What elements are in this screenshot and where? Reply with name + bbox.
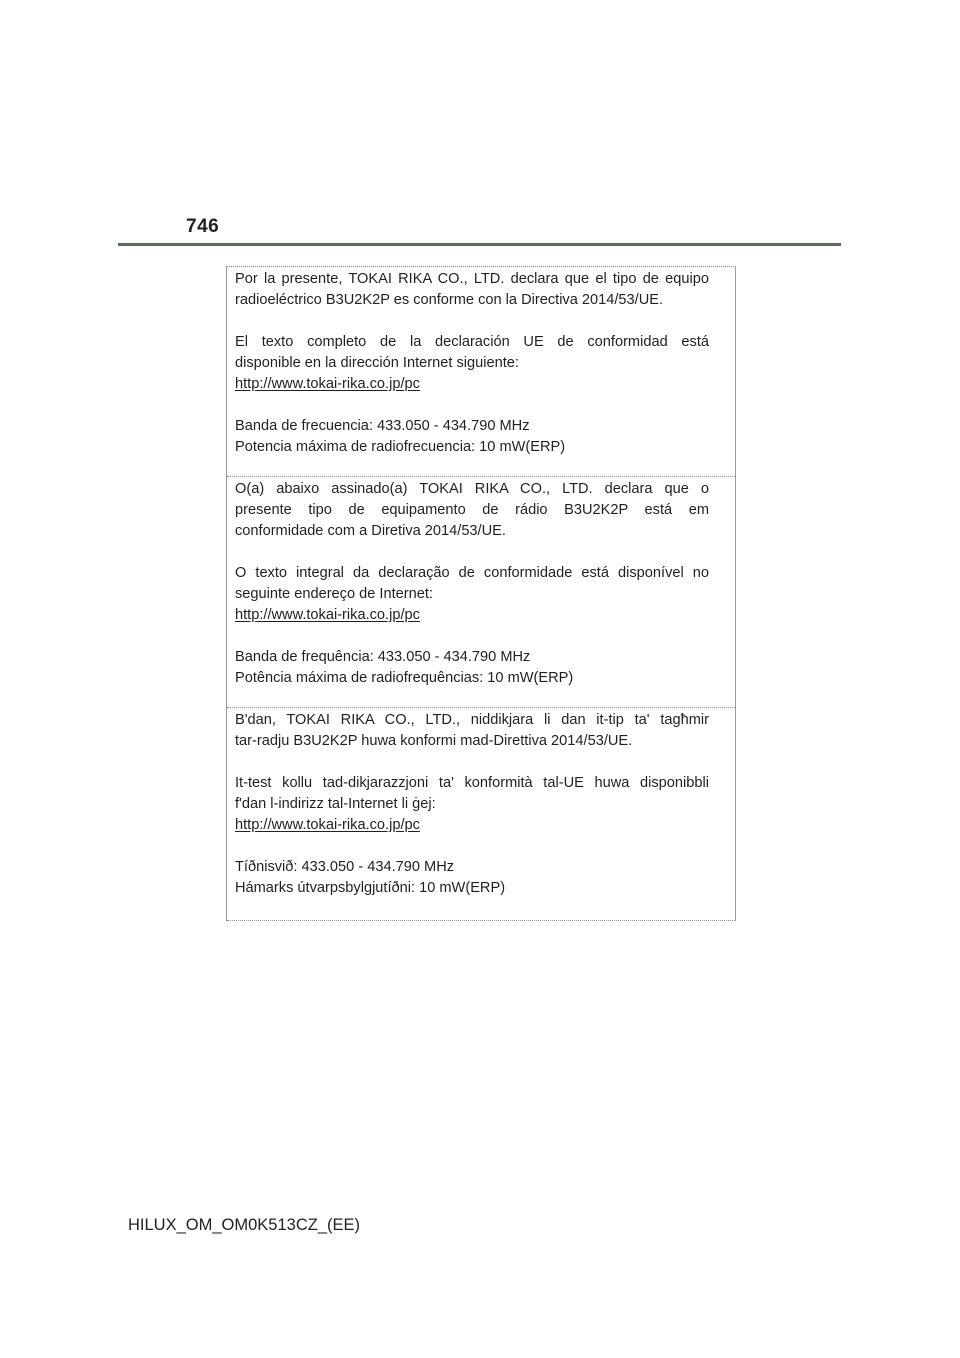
fulltext-line: O texto integral da declaração de conformidade está disponível no xyxy=(235,565,709,581)
page-number: 746 xyxy=(186,216,220,237)
declaration-block-es xyxy=(227,267,735,477)
fulltext-line: seguinte endereço de Internet: xyxy=(235,586,433,602)
declaration-block-mt-is xyxy=(227,708,735,921)
spec-paragraph xyxy=(235,857,709,899)
manual-code-footer: HILUX_OM_OM0K513CZ_(EE) xyxy=(128,1216,360,1234)
frequency-band-text: Banda de frequência: 433.050 - 434.790 MHz xyxy=(235,649,531,665)
statement-line: tar-radju B3U2K2P huwa konformi mad-Direttiva 2014/53/UE. xyxy=(235,733,633,749)
spec-paragraph xyxy=(235,416,709,458)
fulltext-line: El texto completo de la declaración UE de conformidad está xyxy=(235,334,709,350)
header-rule xyxy=(118,243,841,246)
max-power-text: Potencia máxima de radiofrecuencia: 10 mW(ERP) xyxy=(235,439,566,455)
fulltext-paragraph xyxy=(235,773,709,836)
declaration-block-pt xyxy=(227,477,735,708)
statement-line: presente tipo de equipamento de rádio B3U2K2P está em xyxy=(235,502,709,518)
declaration-url-link[interactable]: http://www.tokai-rika.co.jp/pc xyxy=(235,607,420,623)
declaration-url-link[interactable]: http://www.tokai-rika.co.jp/pc xyxy=(235,817,420,833)
statement-paragraph xyxy=(235,269,709,311)
frequency-band-text: Tíðnisvið: 433.050 - 434.790 MHz xyxy=(235,859,455,875)
fulltext-line: It-test kollu tad-dikjarazzjoni ta' konformità tal-UE huwa disponibbli xyxy=(235,775,709,791)
declaration-url-link[interactable]: http://www.tokai-rika.co.jp/pc xyxy=(235,376,420,392)
max-power-text: Potência máxima de radiofrequências: 10 mW(ERP) xyxy=(235,670,574,686)
spec-paragraph xyxy=(235,647,709,689)
statement-line: conformidade com a Diretiva 2014/53/UE. xyxy=(235,523,506,539)
max-power-text: Hámarks útvarpsbylgjutíðni: 10 mW(ERP) xyxy=(235,880,506,896)
fulltext-paragraph xyxy=(235,332,709,395)
fulltext-line: disponible en la dirección Internet siguiente: xyxy=(235,355,519,371)
frequency-band-text: Banda de frecuencia: 433.050 - 434.790 MHz xyxy=(235,418,530,434)
fulltext-paragraph xyxy=(235,563,709,626)
fulltext-line: f'dan l-indirizz tal-Internet li ġej: xyxy=(235,796,436,812)
statement-line: Por la presente, TOKAI RIKA CO., LTD. declara que el tipo de equipo xyxy=(235,271,709,287)
statement-line: radioeléctrico B3U2K2P es conforme con la Directiva 2014/53/UE. xyxy=(235,292,664,308)
declaration-box xyxy=(226,266,736,921)
statement-line: B'dan, TOKAI RIKA CO., LTD., niddikjara li dan it-tip ta' tagħmir xyxy=(235,712,709,728)
statement-paragraph xyxy=(235,479,709,542)
statement-paragraph xyxy=(235,710,709,752)
statement-line: O(a) abaixo assinado(a) TOKAI RIKA CO., LTD. declara que o xyxy=(235,481,709,497)
